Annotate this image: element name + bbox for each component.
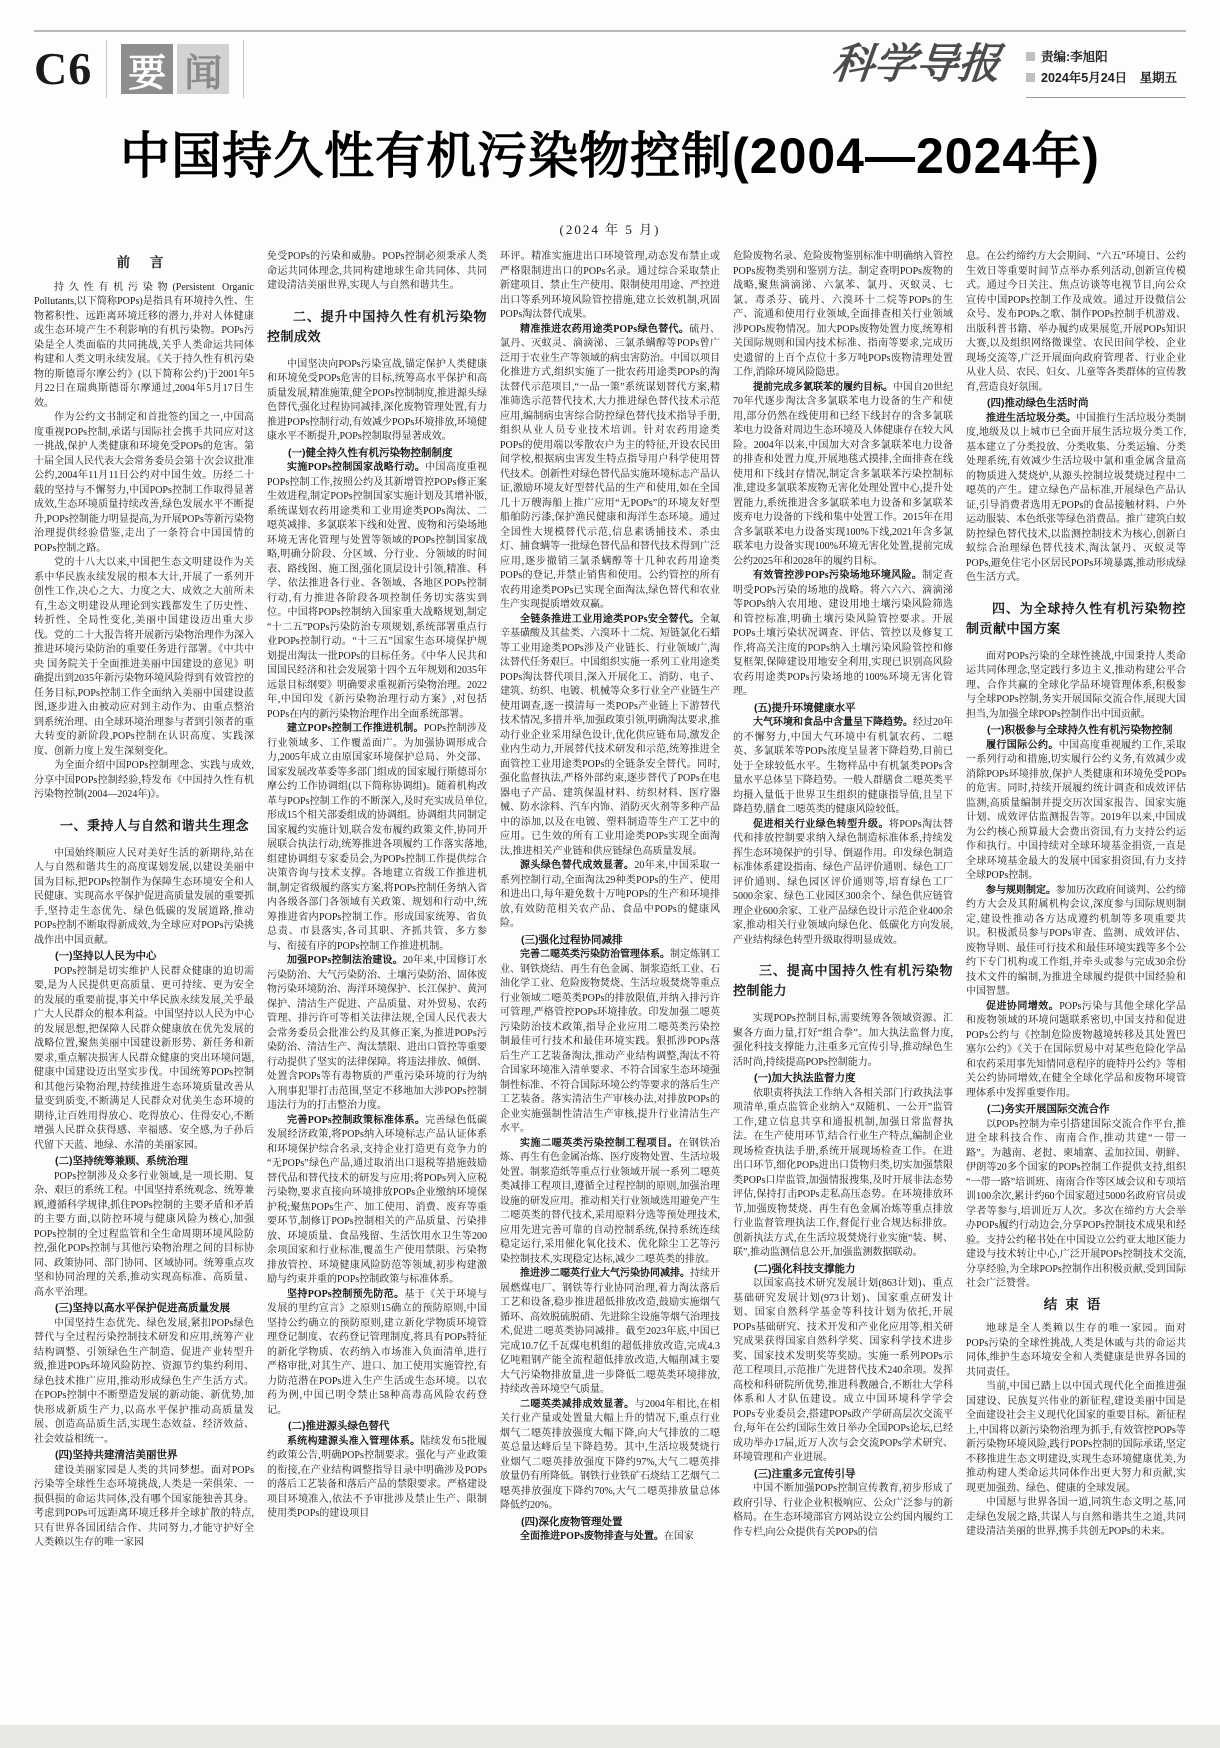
- sub-heading: (五)提升环境健康水平: [754, 701, 856, 714]
- paragraph: 推进生活垃圾分类。中国推行生活垃圾分类制度,地级及以上城市已全面开展生活垃圾分类工作,基本建立了分类投放、分类收集、分类运输、分类处理系统,有效减少生活垃圾中氯和重金属含量高的物质进入焚烧炉,从源头控制垃圾焚烧过程中二噁英的产生。建立绿色产品标准,开展绿色产品认证,引导消费者选用无POPs的食品接触材料、户外运动服装、本色纸张等绿色消费品。推广建筑白蚁防控绿色替代技术,以监测控制技术为核心,创新白蚁综合治理绿色替代技术,淘汰氯丹、灭蚁灵等POPs,避免住宅小区居民POPs环境暴露,推动形成绿色生活方式。: [966, 412, 1186, 583]
- paragraph-lead: 实施POPs控制国家战略行动。: [287, 462, 426, 474]
- paragraph: 全面推进POPs废物排查与处置。在国家: [520, 1531, 694, 1542]
- paragraph: 大气环境和食品中含量呈下降趋势。经过20年的不懈努力,中国大气环境中有机氯农药、二噁英、多氯联苯等POPs浓度呈显著下降趋势,目前已处于全球较低水平。生物样品中有机氯类POPs含量水平总体呈下降趋势。一般人群膳食二噁英类平均摄入量低于世界卫生组织的健康指导值,且呈下降趋势,膳食二噁英类的健康风险较低。: [733, 717, 953, 815]
- section-heading: 四、为全球持久性有机污染物控制贡献中国方案: [966, 600, 1186, 636]
- paragraph: 系统构建源头准入管理体系。陆续发布5批履约政策公告,明确POPs控制要求。强化与产业政策的衔接,在产业结构调整指导目录中明确涉及POPs的落后工艺装备和落后产品的禁限要求。严格建设项目环境准入,依法不予审批涉及禁止生产、限制使用类POPs的建设项目: [267, 1435, 487, 1520]
- paragraph: 地球是全人类赖以生存的唯一家园。面对POPs污染的全球性挑战,人类是休戚与共的命运共同体,维护生态环境安全和人类健康是世界各国的共同责任。: [966, 1323, 1186, 1378]
- paragraph: 中国不断加强POPs控制宣传教育,初步形成了政府引导、行业企业积极响应、公众广泛参与的新格局。在生态环境部官方网站设立公约国内履约工作专栏,向公众提供有关POPs的信: [733, 1483, 953, 1538]
- section-badge-char2: 闻: [177, 44, 229, 94]
- newspaper-masthead: 科学导报: [829, 42, 1003, 88]
- paragraph-lead: 全链条推进工业用途类POPs安全替代。: [520, 613, 700, 625]
- page-header: [34, 30, 1186, 118]
- paragraph: 党的十八大以来,中国把生态文明建设作为关系中华民族永续发展的根本大计,开展了一系列开创性工作,决心之大、力度之大、成效之大前所未有,生态文明建设从理论到实践都发生了历史性、转折性、全局性变化,美丽中国建设迈出重大步伐。党的二十大报告将开展新污染物治理作为深入推进环境污染防治的重要任务进行部署。《中共中央 国务院关于全面推进美丽中国建设的意见》明确提出到2035年新污染物环境风险得到有效管控的任务目标,POPs控制工作全面纳入美丽中国建设蓝图,逐步进入由被动应对到主动作为、由重点整治到系统治理、由全球环境治理参与者到引领者的重大转变的新阶段,POPs控制在认识高度、实践深度、创新力度上发生深刻变化。: [34, 557, 254, 757]
- paragraph-lead: 完善二噁英类污染防治管理体系。: [520, 949, 670, 960]
- paragraph-lead: 有效管控涉POPs污染场地环境风险。: [753, 570, 923, 581]
- article-column: [966, 250, 1186, 1748]
- editor-name: 责编:李旭阳: [1041, 50, 1108, 64]
- sub-heading: (一)坚持以人民为中心: [55, 950, 157, 963]
- paragraph: 推进涉二噁英行业大气污染协同减排。持续开展燃煤电厂、钢铁等行业协同治理,着力淘汰落后工艺和设备,稳步推进超低排放改造,鼓励实施烟气循环、高效脱硫脱硝、先进除尘设施等烟气治理技术,促进二噁英类协同减排。截至2023年底,中国已完成10.7亿千瓦煤电机组的超低排放改造,完成4.3亿吨粗钢产能全流程超低排放改造,大幅削减主要大气污染物排放量,进一步降低二噁英类环境排放,持续改善环境空气质量。: [500, 1268, 720, 1395]
- sub-heading: (一)加大执法监督力度: [754, 1072, 856, 1085]
- square-bullet-icon: [1026, 73, 1035, 82]
- paragraph-continued: 危险废物名录、危险废物鉴别标准中明确纳入管控POPs废物类别和鉴别方法。制定查明POPs废物的战略,聚焦滴滴涕、六氯苯、氯丹、灭蚁灵、七氯、毒杀芬、硫丹、六溴环十二烷等POPs的生产、流通和使用行业领域,全面排查相关行业领域涉POPs废物情况。加大POPs废物处置力度,统筹相关国际规则和国内技术标准、指南等要求,完成历史遗留的上百个点位十多万吨POPs废物清理处置工作,消除环境风险隐患。: [733, 251, 953, 378]
- page-header-right: [829, 40, 1186, 98]
- paragraph: 有效管控涉POPs污染场地环境风险。制定查明受POPs污染的场地的战略。将六六六、滴滴涕等POPs纳入农用地、建设用地土壤污染风险筛选和管控标准,明确土壤污染风险管控要求。开展POPs土壤污染状况调查、评估、管控以及修复工作,将高关注度的POPs纳入土壤污染风险管控和修复框架,保障建设用地安全利用,实现已识别高风险农药用途类POPs污染场地的100%环境无害化管理。: [733, 570, 953, 697]
- paragraph: 持久性有机污染物(Persistent Organic Pollutants,以下简称POPs)是指具有环境持久性、生物蓄积性、远距离环境迁移的潜力,并对人体健康或生态环境产生不利影响的有机污染物。POPs污染是全人类面临的共同挑战,关乎人类命运共同体构建和人类文明永续发展。《关于持久性有机污染物的斯德哥尔摩公约》(以下简称公约)于2001年5月22日在瑞典斯德哥尔摩通过,2004年5月17日生效。: [34, 281, 254, 409]
- paragraph: 完善POPs控制政策标准体系。完善绿色低碳发展经济政策,将POPs纳入环境标志产品认证体系和环境保护综合名录,支持企业打造更有竞争力的“无POPs”绿色产品,通过取消出口退税等措施鼓励替代品和替代技术的研发与应用;将POPs列入应税污染物,要求直接向环境排放POPs企业缴纳环境保护税;聚焦POPs生产、加工使用、消费、废弃等重要环节,制修订POPs控制相关的产品质量、污染排放、环境质量、食品残留、生活饮用水卫生等200余项国家和行业标准,覆盖生产使用禁限、污染物排放管控、环境健康风险防范等领域,初步构建激励与约束并重的POPs控制政策与标准体系。: [267, 1114, 487, 1286]
- article-column: [34, 250, 254, 1748]
- article-subtitle: (2024 年 5 月): [559, 222, 661, 237]
- paragraph: 精准推进农药用途类POPs绿色替代。硫丹、氯丹、灭蚁灵、滴滴涕、三氯杀螨醇等POPs曾广泛用于农业生产等领域的病虫害防治。中国以项目化推进方式,组织实施了一批农药用途类POPs的淘汰替代示范项目,“一品一策”系统谋划替代方案,精准筛选示范替代技术,大力推进绿色替代技术示范应用,编制病虫害综合防控绿色替代技术指导手册,组织从业人员专业技术培训。针对农药用途类POPs的使用端以零散农户为主的特征,开设农民田间学校,根据病虫害发生特点指导用户科学使用替代技术。创新性对绿色替代品实施环境标志产品认证,激励环境友好型替代品的生产和使用,如在全国几十万艘海船上推广应用“无POPs”的环境友好型船舶防污漆,保护渔民健康和海洋生态环境。通过全国性大规模替代示范,信息素诱捕技术、杀虫灯、捕食螨等一批绿色替代品和替代技术得到广泛应用,逐步撤销三氯杀螨醇等十几种农药用途类POPs的登记,并禁止销售和使用。公约管控的所有农药用途类POPs已实现全面淘汰,绿色替代和农业生产实现提质增效双赢。: [500, 323, 720, 610]
- article-title: 中国持久性有机污染物控制(2004—2024年): [120, 128, 1100, 184]
- paragraph: 为全面介绍中国POPs控制理念、实践与成效,分享中国POPs控制经验,特发布《中国持久性有机污染物控制(2004—2024年)》。: [34, 760, 254, 800]
- paragraph-lead: 建立POPs控制工作推进机制。: [287, 723, 424, 735]
- sub-heading: (四)推动绿色生活时尚: [987, 397, 1089, 409]
- section-heading: 二、提升中国持久性有机污染物控制成效: [267, 308, 487, 344]
- article-column: [267, 250, 487, 1748]
- paragraph: 当前,中国已踏上以中国式现代化全面推进强国建设、民族复兴伟业的新征程,建设美丽中国是全面建设社会主义现代化国家的重要目标。新征程上,中国将以新污染物治理为抓手,有效管控POPs等新污染物环境风险,践行POPs控制的国际承诺,坚定不移推进生态文明建设,实现生态环境健康优美,为推动构建人类命运共同体作出更大努力和贡献,实现更加强劲、绿色、健康的全球发展。: [966, 1381, 1186, 1494]
- paragraph-lead: 推进生活垃圾分类。: [986, 412, 1076, 424]
- paragraph: 提前完成多氯联苯的履约目标。中国自20世纪70年代逐步淘汰含多氯联苯电力设备的生产和使用,部分仍然在线使用和已经下线封存的含多氯联苯电力设备对周边生态环境及人体健康存在较大风险。2004年以来,中国加大对含多氯联苯电力设备的排查和处置力度,开展地毯式摸排,全面排查在线使用和下线封存情况,制定含多氯联苯污染控制标准,建设多氯联苯废物无害化处理处置中心,提升处置能力,系统推进含多氯联苯电力设备和多氯联苯废弃电力设备的下线和集中处置工作。2015年在用含多氯联苯电力设备实现100%下线,2021年含多氯联苯电力设备实现100%环境无害化处置,提前完成公约2025年和2028年的履约目标。: [733, 381, 953, 567]
- paragraph-lead: 履行国际公约。: [986, 739, 1059, 751]
- paragraph: 实施POPs控制国家战略行动。中国高度重视POPs控制工作,按照公约及其新增管控POPs修正案生效进程,制定POPs控制国家实施计划及其增补版,系统谋划农药用途类和工业用途类POPs淘汰、二噁英减排、多氯联苯下线和处置、废物和污染场地环境无害化管理与处置等领域的POPs控制国家战略,明确分阶段、分区域、分行业、分领域的时间表、路线图、施工图,强化顶层设计引领,精准、科学、依法推进各行业、各领域、各地区POPs控制行动,有力推进各阶段各项控制任务切实落实到位。中国将POPs控制纳入国家重大战略规划,制定“十二五”POPs污染防治专项规划,系统部署重点行业POPs控制行动。“十三五”国家生态环境保护规划提出淘汰一批POPs的目标任务。《中华人民共和国国民经济和社会发展第十四个五年规划和2035年远景目标纲要》明确要求重视新污染物治理。2022年,中国印发《新污染物治理行动方案》,对包括POPs在内的新污染物治理作出全面系统部署。: [267, 462, 487, 720]
- paragraph-lead: 加强POPs控制法治建设。: [287, 955, 403, 967]
- divider: [243, 40, 244, 98]
- paragraph: 作为公约文书制定和首批签约国之一,中国高度重视POPs控制,承诺与国际社会携手共同应对这一挑战,保护人类健康和环境免受POPs的危害。第十届全国人民代表大会常务委员会第十次会议批准公约,2004年11月11日公约对中国生效。历经二十载的坚持与不懈努力,中国POPs控制工作取得显著成效,生态环境质量持续改善,绿色发展水平不断提升,POPs控制能力明显提高,为开展POPs等新污染物治理提供经验借鉴,走出了一条符合中国国情的POPs控制之路。: [34, 412, 254, 554]
- paragraph: POPs控制是切实维护人民群众健康的迫切需要,是为人民提供更高质量、更可持续、更为安全的发展的重要前提,事关中华民族永续发展,关乎最广大人民群众的根本利益。中国坚持以人民为中心的发展思想,把保障人民群众健康放在优先发展的战略位置,聚焦美丽中国建设新形势、新任务和新要求,重点解决损害人民群众健康的突出环境问题,健康中国建设迈出坚实步伐。中国统筹POPs控制和其他污染物治理,持续推进生态环境质量改善从量变到质变,不断满足人民群众对优美生态环境的期待,让百姓用得放心、吃得放心、住得安心,不断增强人民群众获得感、幸福感、安全感,为子孙后代留下天蓝、地绿、水清的美丽家园。: [34, 965, 254, 1151]
- editor-line: [1026, 47, 1186, 65]
- paragraph: 加强POPs控制法治建设。20年来,中国修订水污染防治、大气污染防治、土壤污染防治、固体废物污染环境防治、海洋环境保护、长江保护、黄河保护、清洁生产促进、产品质量、对外贸易、农药管理、排污许可等相关法律法规,全国人民代表大会常务委员会批准公约及其修正案,为推进POPs污染防治、清洁生产、淘汰禁限、进出口管控等重要行动提供了坚实的法律保障。将违法排放、倾倒、处置含POPs等有毒物质的严重污染环境的行为纳入刑事犯罪打击范围,坚定不移地加大涉POPs控制违法行为的打击整治力度。: [267, 955, 487, 1112]
- paragraph-lead: 推进涉二噁英行业大气污染协同减排。: [520, 1268, 690, 1279]
- paragraph: 面对POPs污染的全球性挑战,中国秉持人类命运共同体理念,坚定践行多边主义,推动构建公平合理、合作共赢的全球化学品环境管理体系,积极参与全球POPs控制,务实开展国际交流合作,展现大国担当,为加强全球POPs控制作出中国贡献。: [966, 650, 1186, 720]
- paragraph: 建设美丽家园是人类的共同梦想。面对POPs污染等全球性生态环境挑战,人类是一荣俱荣、一损俱损的命运共同体,没有哪个国家能独善其身。考虑到POPs可远距离环境迁移并全球扩散的特点,只有世界各国团结合作、共同努力,才能守护好全人类赖以生存的唯一家园: [34, 1464, 254, 1549]
- paragraph-lead: 系统构建源头准入管理体系。: [287, 1435, 421, 1447]
- sub-heading: (二)务实开展国际交流合作: [987, 1103, 1110, 1116]
- sub-heading: (三)注重多元宣传引导: [754, 1467, 856, 1480]
- section-heading: 一、秉持人与自然和谐共生理念: [60, 817, 250, 833]
- publication-info: [1026, 40, 1186, 98]
- paragraph-lead: 提前完成多氯联苯的履约目标。: [753, 381, 893, 393]
- paragraph: 促进协同增效。POPs污染与其他全球化学品和废物领域的环境问题联系密切,中国支持和促进POPs公约与《控制危险废物越境转移及其处置巴塞尔公约》《关于在国际贸易中对某些危险化学品和农药采用事先知情同意程序的鹿特丹公约》等相关公约协同增效,在健全全球化学品和废物环境管理体系中发挥重要作用。: [966, 1000, 1186, 1099]
- paragraph: 实施二噁英类污染控制工程项目。在钢铁冶炼、再生有色金属冶炼、医疗废物处置、生活垃圾处置、制浆造纸等重点行业领域开展一系列二噁英类减排工程项目,遵循全过程控制的原则,加强治理设施的研发应用。推动相关行业领域选用避免产生二噁英类的替代技术,采用原料分选等预处理技术,应用先进完善可靠的自动控制系统,保持系统连续稳定运行,采用催化氧化技术、优化除尘工艺等污染控制技术,实现稳定达标,减少二噁英类的排放。: [500, 1137, 720, 1265]
- paragraph-lead: 完善POPs控制政策标准体系。: [287, 1114, 426, 1126]
- paragraph-lead: 大气环境和食品中含量呈下降趋势。: [753, 717, 913, 728]
- paragraph-lead: 促进相关行业绿色转型升级。: [753, 818, 889, 830]
- article-columns: [34, 250, 1186, 1748]
- paragraph: 完善二噁英类污染防治管理体系。制定炼钢工业、钢铁烧结、再生有色金属、制浆造纸工业、石油化学工业、危险废物焚烧、生活垃圾焚烧等重点行业领域二噁英类POPs的排放限值,并纳入排污许可管理,严格管控POPs环境排放。印发加强二噁英污染防治技术政策,指导企业应用二噁英类污染控制最佳可行技术和最佳环境实践。狠抓涉POPs落后生产工艺装备淘汰,推动产业结构调整,淘汰不符合国家环境准入清单要求、不符合国家生态环境强制性标准、不符合国际环境公约等要求的落后生产工艺装备。落实清洁生产审核办法,对排放POPs的企业实施强制性清洁生产审核,提升行业清洁生产水平。: [500, 949, 720, 1134]
- section-heading: 三、提高中国持久性有机污染物控制能力: [733, 963, 953, 999]
- paragraph-lead: 参与规则制定。: [986, 884, 1056, 896]
- sub-heading: (四)坚持共建清洁美丽世界: [55, 1449, 178, 1462]
- sub-heading: (三)坚持以高水平保护促进高质量发展: [55, 1302, 230, 1315]
- article-column: [733, 250, 953, 1748]
- paragraph-lead: 二噁英类减排成效显著。: [520, 1398, 635, 1410]
- square-bullet-icon: [1026, 52, 1035, 61]
- sub-heading: (二)强化科技支撑能力: [754, 1262, 856, 1275]
- paragraph: 以POPs控制为牵引搭建国际交流合作平台,推进全球科技合作、南南合作,推动共建“一带一路”。为越南、老挝、柬埔寨、孟加拉国、朝鲜、伊朗等20多个国家的POPs控制工作提供支持,组织“一带一路”培训班、南南合作等区域会议和专项培训100余次,累计约60个国家超过5000名政府官员或学者等参与,培训近万人次。多次在缔约方大会举办POPs履约行动边会,分享POPs控制技术成果和经验。支持公约秘书处在中国设立公约亚太地区能力建设与技术转让中心,广泛开展POPs控制技术交流,分享经验,为全球POPs控制作出积极贡献,受到国际社会广泛赞誉。: [966, 1118, 1186, 1290]
- divider: [106, 40, 107, 98]
- paragraph: 中国始终顺应人民对美好生活的新期待,站在人与自然和谐共生的高度谋划发展,以建设美丽中国为目标,把POPs控制作为保障生态环境安全和人民健康、实现高水平保护促进高质量发展的重要抓手,坚持走生态优先、绿色低碳的发展道路,推动POPs控制不断取得新成效,为全球应对POPs污染挑战作出中国贡献。: [34, 847, 254, 946]
- sub-heading: (一)积极参与全球持久性有机污染物控制: [987, 724, 1173, 737]
- paragraph: 源头绿色替代成效显著。20年来,中国采取一系列控制行动,全面淘汰29种类POPs的生产、使用和进出口,每年避免数十万吨POPs的生产和环境排放,有效防范相关农产品、食品中POPs的健康风险。: [500, 860, 720, 929]
- publication-date: 2024年5月24日 星期五: [1041, 71, 1178, 85]
- sub-heading: (三)强化过程协同减排: [521, 933, 623, 946]
- page-number: C6: [34, 43, 93, 94]
- paragraph-lead: 源头绿色替代成效显著。: [520, 860, 635, 871]
- chapter-heading: 前 言: [116, 255, 172, 270]
- paragraph-lead: 精准推进农药用途类POPs绿色替代。: [520, 323, 690, 335]
- article-column: [500, 250, 720, 1748]
- paragraph: 中国愿与世界各国一道,同筑生态文明之基,同走绿色发展之路,共谋人与自然和谐共生之道,共同建设清洁美丽的世界,携手共创无POPs的未来。: [966, 1497, 1186, 1538]
- sub-heading: (一)健全持久性有机污染物控制制度: [288, 446, 453, 459]
- chapter-heading: 结束语: [1043, 1296, 1109, 1312]
- paragraph: 实现POPs控制目标,需要统筹各领域资源、汇聚各方面力量,打好“组合拳”。加大执法监督力度,强化科技支撑能力,注重多元宣传引导,推动绿色生活时尚,持续提高POPs控制能力。: [733, 1013, 953, 1068]
- paragraph: 中国坚决向POPs污染宣战,锚定保护人类健康和环境免受POPs危害的目标,统筹高水平保护和高质量发展,精准施策,健全POPs控制制度,推进源头绿色替代,强化过程协同减排,深化废物管理处置,有力推进POPs控制行动,有效减少POPs环境排放,环境健康水平不断提升,POPs控制取得显著成效。: [267, 358, 487, 443]
- page-header-left: [34, 40, 258, 98]
- paragraph: 促进相关行业绿色转型升级。将POPs淘汰替代和排放控制要求纳入绿色制造标准体系,持续发挥生态环境保护的引导、倒逼作用。印发绿色制造标准体系建设指南、绿色产品评价通则、绿色工厂评价通则、绿色园区评价通则等,培育绿色工厂5000余家、绿色工业园区300余个、绿色供应链管理企业600余家、工业产品绿色设计示范企业400余家,推动相关行业领域向绿色化、低碳化方向发展,产业结构绿色转型升级取得明显成效。: [733, 818, 953, 946]
- section-badge-char1: 要: [121, 44, 173, 94]
- paragraph: 依职责将执法工作纳入各相关部门行政执法事项清单,重点监管企业纳入“双随机、一公开”监管工作,建立信息共享和通报机制,加强日常监督执法。在生产使用环节,结合行业生产特点,编制企业现场检查执法手册,系统开展现场检查工作。在进出口环节,细化POPs进出口货物归类,切实加强禁限类POPs口岸监管,加强情报搜集,及时开展非法态势评估,保持打击POPs走私高压态势。在环境排放环节,加强废物焚烧、再生有色金属冶炼等重点排放行业监督管理执法工作,督促行业合规达标排放。创新执法方式,在生活垃圾焚烧行业实施“装、树、联”,推动监测信息公开,加强监测数据联动。: [733, 1087, 953, 1259]
- sub-heading: (二)坚持统筹兼顾、系统治理: [55, 1155, 188, 1168]
- paragraph-lead: 全面推进POPs废物排查与处置。: [520, 1531, 664, 1542]
- paragraph-lead: 坚持POPs控制预先防范。: [287, 1288, 405, 1300]
- paragraph-continued: 环评。精准实施进出口环境管理,动态发布禁止或严格限制进出口的POPs名录。通过综合采取禁止新建项目、禁止生产使用、限制使用用途、严控进出口等系列环境风险管控措施,建立长效机制,巩固POPs淘汰替代成果。: [500, 251, 720, 320]
- paragraph: 建立POPs控制工作推进机制。POPs控制涉及行业领域多、工作覆盖面广。为加强协调形成合力,2005年成立由原国家环境保护总局、外交部、国家发展改革委等多部门组成的国家履行斯德哥尔摩公约工作协调组(以下简称协调组)。随着机构改革与POPs控制工作的不断深入,及时充实成员单位,形成15个相关部委组成的协调组。协调组共同制定国家履约实施计划,联合发布履约政策文件,协同开展联合执法行动,统筹推进各项履约工作落实落地,组建协调组专家委员会,为POPs控制工作提供综合决策咨询与技术支撑。各地建立省级工作推进机制,制定省级履约落实方案,将POPs控制任务纳入省内各级各部门各领域有关政策、规划和行动中,统筹推进省内POPs控制工作。形成国家统筹、省负总责、市县落实,各司其职、齐抓共管、多方参与、衔接有序的POPs控制工作推进机制。: [267, 723, 487, 952]
- paragraph-lead: 促进协同增效。: [986, 1000, 1060, 1012]
- paragraph: 履行国际公约。中国高度重视履约工作,采取一系列行动和措施,切实履行公约义务,有效减少或消除POPs环境排放,保护人类健康和环境免受POPs的危害。同时,持续开展履约统计调查和成效评估监测,高质量编制并提交历次国家报告、国家实施计划、成效评估监测报告等。2019年以来,中国成为公约核心预算最大会费出资国,有力支持公约运作和执行。中国持续对全球环境基金捐资,一直是全球环境基金最大的发展中国家捐资国,有力支持全球POPs控制。: [966, 739, 1186, 882]
- sub-heading: (四)深化废物管理处置: [521, 1515, 623, 1528]
- paragraph: 参与规则制定。参加历次政府间谈判、公约缔约方大会及其附属机构会议,深度参与国际规则制定,建设性推动各方达成遵约机制等多项重要共识。积极派员参与POPs审查、监测、成效评估、废物导则、最佳可行技术和最佳环境实践等多个公约下专门机构或工作组,并牵头或参与完成30余份技术文件的编制,为推进全球履约提供中国经验和中国智慧。: [966, 884, 1186, 998]
- paragraph: 全链条推进工业用途类POPs安全替代。全氟辛基磺酸及其盐类、六溴环十二烷、短链氯化石蜡等工业用途类POPs涉及产业链长、行业领域广,淘汰替代任务艰巨。中国组织实施一系列工业用途类POPs淘汰替代项目,深入开展化工、消防、电子、建筑、纺织、电镀、机械等众多行业全产业链生产使用调查,逐一摸清每一类POPs产业链上下游替代技术情况,多措并举,加强政策引领,明确淘汰要求,推动行业企业采用绿色设计,优化供应链布局,激发企业内生动力,开展替代技术研发和示范,统筹推进全面管控工业用途类POPs的全链条安全替代。同时,强化监督执法,严格外部约束,逐步替代了POPs在电器电子产品、建筑保温材料、纺织材料、医疗器械、防水涂料、汽车内饰、消防灭火剂等多种产品中的添加,以及在电镀、塑料制造等生产工艺中的应用。已生效的所有工业用途类POPs实现全面淘汰,推进相关产业链和供应链绿色高质量发展。: [500, 613, 720, 857]
- sub-heading: (二)推进源头绿色替代: [288, 1420, 390, 1433]
- paragraph: 以国家高技术研究发展计划(863计划)、重点基础研究发展计划(973计划)、国家重点研发计划、国家自然科学基金等科技计划为依托,开展POPs基础研究、技术开发和产业化应用等,相关研究成果获得国家自然科学奖、国家科学技术进步奖、国家技术发明奖等奖励。实施一系列POPs示范工程项目,示范推广先进替代技术240余项。发挥高校和科研院所优势,推进科教融合,不断壮大学科体系和人才队伍建设。成立中国环境科学学会POPs专业委员会,搭建POPs政产学研高层次交流平台,每年在公约国际生效日举办全国POPs论坛,已经成功举办17届,近万人次与会交流POPs学术研究、环境管理和产业进展。: [733, 1278, 953, 1464]
- paragraph: 坚持POPs控制预先防范。基于《关于环境与发展的里约宣言》之原则15确立的预防原则,中国坚持公约确立的预防原则,建立新化学物质环境管理登记制度、农药登记管理制度,将具有POPs特征的新化学物质、农药纳入市场准入负面清单,进行严格审批,对其生产、进口、加工使用实施管控,有力防范潜在POPs进入生产生活或生态环境。以农药为例,中国已明令禁止58种高毒高风险农药登记。: [267, 1288, 487, 1416]
- paragraph: POPs控制涉及众多行业领域,是一项长期、复杂、艰巨的系统工程。中国坚持系统观念、统筹兼顾,遵循科学规律,抓住POPs控制的主要矛盾和矛盾的主要方面,以防控环境与健康风险为核心,加强POPs控制的全过程监管和全生命周期环境风险防控,强化POPs控制与其他污染物治理之间的目标协同、政策协同、部门协同、区域协同。统筹重点攻坚和协同治理的关系,推动实现高标准、高质量、高水平治理。: [34, 1170, 254, 1298]
- paragraph-lead: 实施二噁英类污染控制工程项目。: [520, 1137, 679, 1149]
- paragraph-continued: 息。在公约缔约方大会期间、“六五”环境日、公约生效日等重要时间节点举办系列活动,创新宣传模式。通过今日关注、焦点访谈等电视节目,向公众宣传中国POPs控制工作及成效。通过开设微信公众号、发布POPs之歌、制作POPs控制手机游戏、出版科普书籍、举办履约成果展览,开展POPs知识大赛,以及组织网络微课堂、农民田间学校、企业现场交流等,广泛开展面向政府管理者、行业企业从业人员、农民、妇女、儿童等各类群体的宣传教育,营造良好氛围。: [966, 251, 1186, 393]
- date-line: [1026, 68, 1186, 86]
- paragraph: 二噁英类减排成效显著。与2004年相比,在相关行业产量或处置量大幅上升的情况下,重点行业烟气二噁英排放强度大幅下降,向大气排放的二噁英总量达峰后呈下降趋势。其中,生活垃圾焚烧行业烟气二噁英排放强度下降约97%,大气二噁英排放量仍有所降低。钢铁行业铁矿石烧结工艺烟气二噁英排放强度下降约70%,大气二噁英排放量总体降低约20%。: [500, 1398, 720, 1511]
- paragraph: 中国坚持生态优先、绿色发展,紧扣POPs绿色替代与全过程污染控制技术研发和应用,统筹产业结构调整、引领绿色生产制造、促进产业转型升级,推进POPs环境风险防控、资源节约集约利用、绿色技术推广应用,推动形成绿色生产生活方式。在POPs控制中不断塑造发展的新动能、新优势,加快形成新质生产力,以高水平保护推动高质量发展、创造高品质生活,实现生态效益、经济效益、社会效益相统一。: [34, 1317, 254, 1445]
- paragraph-continued: 免受POPs的污染和威胁。POPs控制必须秉承人类命运共同体理念,共同构建地球生命共同体、共同建设清洁美丽世界,实现人与自然和谐共生。: [267, 251, 487, 291]
